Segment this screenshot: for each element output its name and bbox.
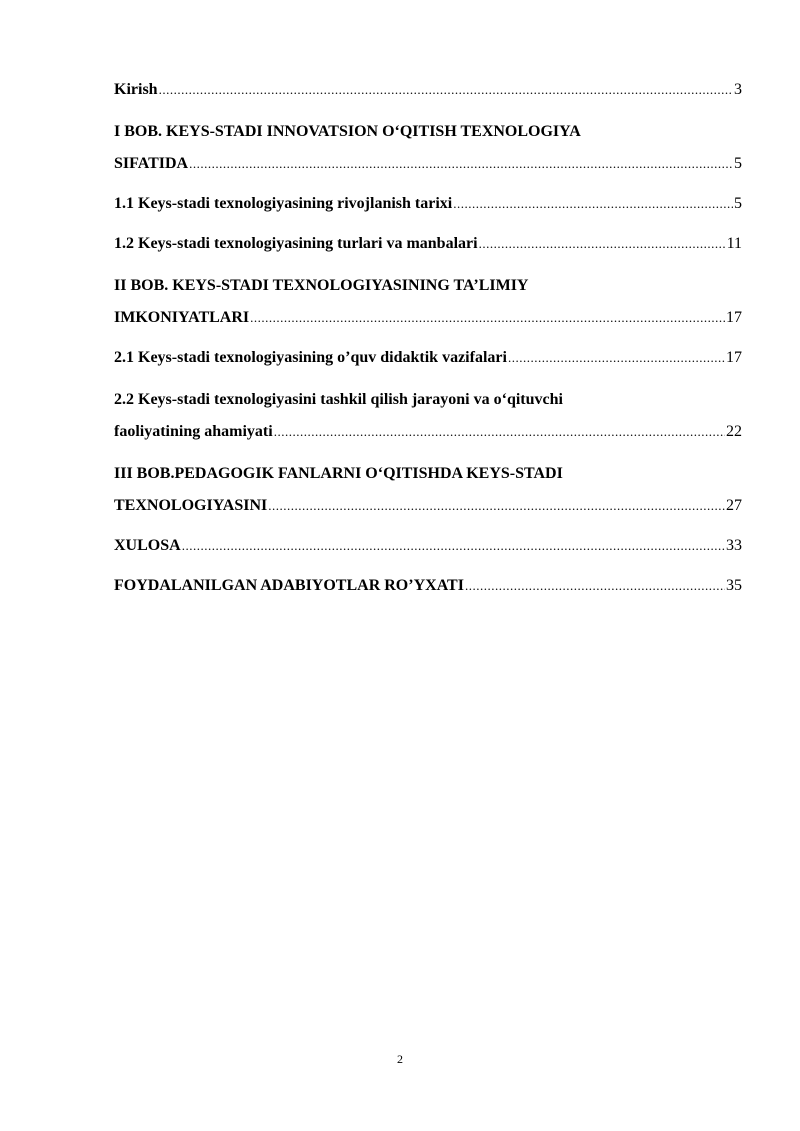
toc-entry-section-2-1[interactable] xyxy=(114,342,742,382)
toc-leader-dots xyxy=(268,496,725,516)
table-of-contents xyxy=(114,74,742,610)
toc-entry-page: 5 xyxy=(734,155,742,172)
toc-entry-title: 1.1 Keys-stadi texnologiyasining rivojlanish tarixi xyxy=(114,195,453,212)
toc-leader-dots xyxy=(479,234,726,254)
toc-entry-title: faoliyatining ahamiyati xyxy=(114,423,273,440)
toc-entry-references[interactable] xyxy=(114,570,742,610)
toc-entry-title: 2.1 Keys-stadi texnologiyasining o’quv didaktik vazifalari xyxy=(114,349,507,366)
toc-entry-page: 35 xyxy=(726,577,742,594)
toc-leader-dots xyxy=(182,536,725,556)
toc-entry-page: 11 xyxy=(726,235,742,252)
toc-entry-chapter-2[interactable] xyxy=(114,268,742,342)
toc-entry-title: SIFATIDA xyxy=(114,155,189,172)
toc-leader-dots xyxy=(159,80,733,100)
toc-entry-page: 17 xyxy=(726,309,742,326)
toc-leader-dots xyxy=(250,308,725,328)
toc-entry-title: 1.2 Keys-stadi texnologiyasining turlari va manbalari xyxy=(114,235,478,252)
toc-entry-page: 17 xyxy=(726,349,742,366)
toc-leader-dots xyxy=(274,422,725,442)
toc-entry-xulosa[interactable] xyxy=(114,530,742,570)
toc-entry-title-line1: 2.2 Keys-stadi texnologiyasini tashkil qilish jarayoni va o‘qituvchi xyxy=(114,391,563,408)
toc-entry-page: 33 xyxy=(726,537,742,554)
toc-entry-section-1-2[interactable] xyxy=(114,228,742,268)
toc-leader-dots xyxy=(189,154,733,174)
toc-leader-dots xyxy=(465,576,725,596)
toc-entry-title-line1: I BOB. KEYS-STADI INNOVATSION O‘QITISH TEXNOLOGIYA xyxy=(114,123,581,140)
toc-entry-page: 3 xyxy=(734,81,742,98)
toc-entry-page: 22 xyxy=(726,423,742,440)
toc-entry-section-2-2[interactable] xyxy=(114,382,742,456)
toc-entry-title: TEXNOLOGIYASINI xyxy=(114,497,268,514)
toc-entry-chapter-3[interactable] xyxy=(114,456,742,530)
toc-entry-chapter-1[interactable] xyxy=(114,114,742,188)
page-number: 2 xyxy=(397,1052,403,1066)
toc-entry-section-1-1[interactable] xyxy=(114,188,742,228)
toc-entry-title: Kirish xyxy=(114,81,158,98)
toc-entry-page: 27 xyxy=(726,497,742,514)
toc-entry-title: XULOSA xyxy=(114,537,181,554)
toc-entry-title: IMKONIYATLARI xyxy=(114,309,250,326)
toc-entry-page: 5 xyxy=(734,195,742,212)
toc-entry-title-line1: III BOB.PEDAGOGIK FANLARNI O‘QITISHDA KEYS-STADI xyxy=(114,465,563,482)
toc-entry-title: FOYDALANILGAN ADABIYOTLAR RO’YXATI xyxy=(114,577,464,594)
toc-leader-dots xyxy=(508,348,725,368)
toc-leader-dots xyxy=(453,194,733,214)
toc-entry-title-line1: II BOB. KEYS-STADI TEXNOLOGIYASINING TA’LIMIY xyxy=(114,277,529,294)
toc-entry-kirish[interactable] xyxy=(114,74,742,114)
